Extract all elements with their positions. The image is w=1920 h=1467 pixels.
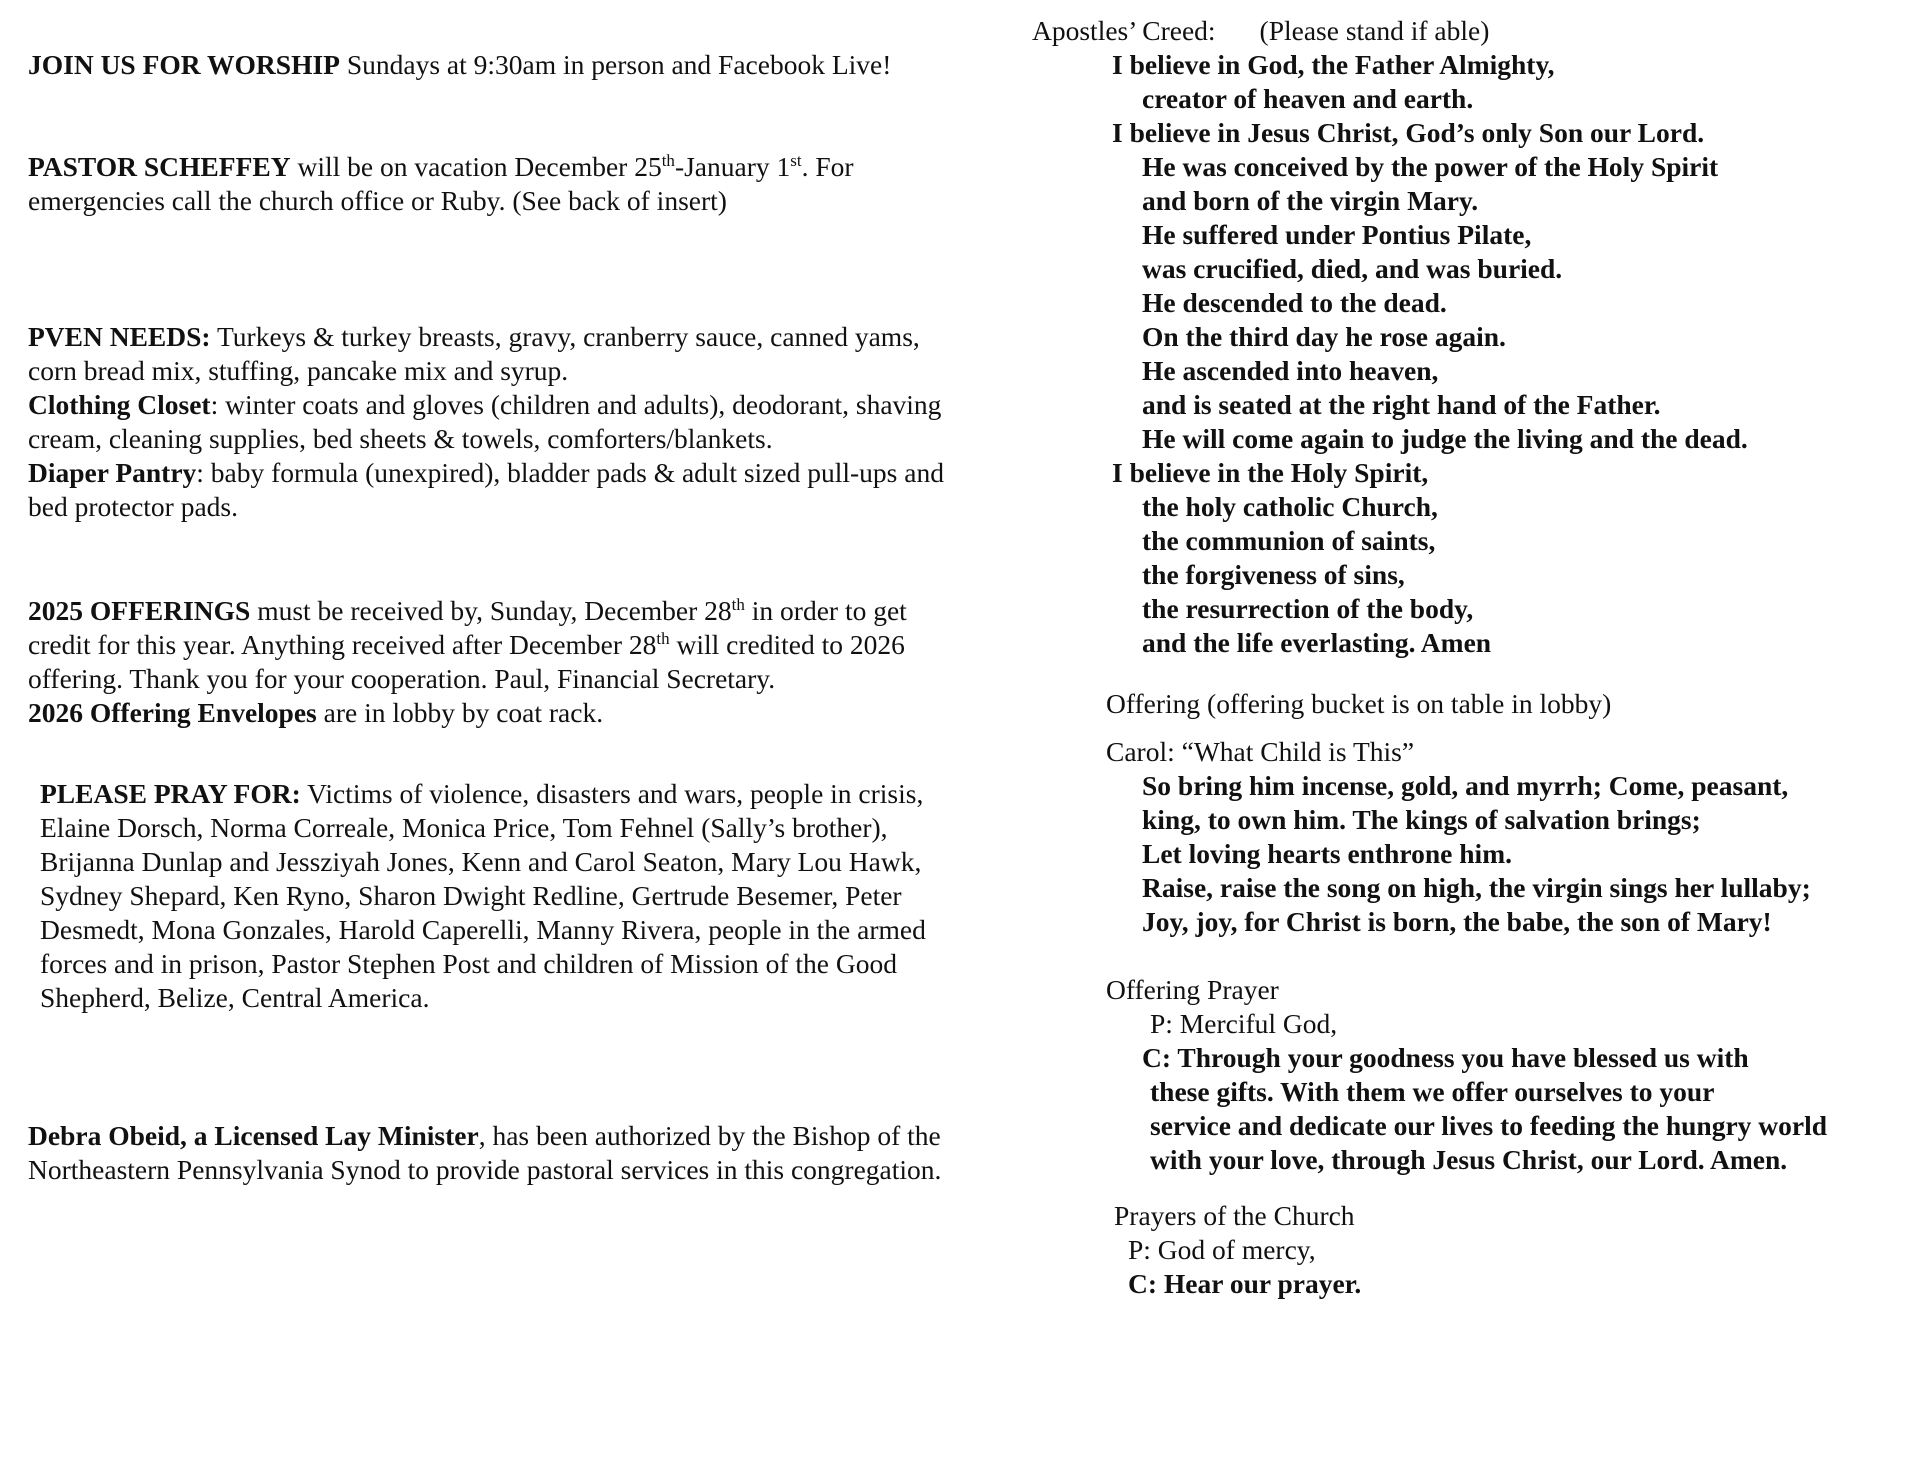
announcement-prayer-list xyxy=(40,777,948,1015)
pven-heading: PVEN NEEDS: xyxy=(28,321,211,352)
pven-text: Turkeys & turkey breasts, gravy, cranberry sauce, canned yams, corn bread mix, stuffing, pancake mix and syrup. xyxy=(28,321,920,386)
worship-text: Sundays at 9:30am in person and Facebook Live! xyxy=(339,49,892,80)
church-prayers-congregation: C: Hear our prayer. xyxy=(1128,1268,1362,1299)
liturgy-column xyxy=(1032,14,1912,1301)
creed-line: I believe in the Holy Spirit, xyxy=(1112,457,1429,488)
creed-note: (Please stand if able) xyxy=(1259,15,1490,46)
creed-line: and the life everlasting. Amen xyxy=(1142,627,1492,658)
announcement-lay-minister xyxy=(28,1119,948,1187)
creed-title: Apostles’ Creed: xyxy=(1032,15,1216,46)
creed-line: He suffered under Pontius Pilate, xyxy=(1142,219,1532,250)
carol-title: Carol: “What Child is This” xyxy=(1106,736,1415,767)
envelopes-heading: 2026 Offering Envelopes xyxy=(28,697,317,728)
creed-line: I believe in God, the Father Almighty, xyxy=(1112,49,1555,80)
pastor-sup-1: th xyxy=(661,150,675,170)
creed-line: and born of the virgin Mary. xyxy=(1142,185,1479,216)
creed-line: He will come again to judge the living and the dead. xyxy=(1142,423,1748,454)
clothing-heading: Clothing Closet xyxy=(28,389,211,420)
offering-prayer-pastor: P: Merciful God, xyxy=(1150,1008,1338,1039)
carol-lyrics xyxy=(1032,769,1912,939)
carol-line: So bring him incense, gold, and myrrh; Come, peasant, xyxy=(1142,770,1789,801)
pastor-sup-2: st xyxy=(790,150,802,170)
announcement-worship xyxy=(28,48,948,82)
minister-text: , has been authorized by the Bishop of the Northeastern Pennsylvania Synod to provide pastoral services in this congregation. xyxy=(28,1120,942,1185)
creed-line: He was conceived by the power of the Holy Spirit xyxy=(1142,151,1719,182)
diaper-text: : baby formula (unexpired), bladder pads & adult sized pull-ups and bed protector pads. xyxy=(28,457,944,522)
announcement-pastor-vacation xyxy=(28,150,948,218)
creed-line: the resurrection of the body, xyxy=(1142,593,1474,624)
offerings-heading: 2025 OFFERINGS xyxy=(28,595,251,626)
announcement-donation-needs xyxy=(28,320,948,524)
diaper-heading: Diaper Pantry xyxy=(28,457,197,488)
pastor-text-2: -January 1 xyxy=(674,151,791,182)
offering-envelopes xyxy=(28,696,948,730)
clothing-text: : winter coats and gloves (children and adults), deodorant, shaving cream, cleaning supplies, bed sheets & towels, comforters/blankets. xyxy=(28,389,942,454)
creed-line: the forgiveness of sins, xyxy=(1142,559,1405,590)
worship-heading: JOIN US FOR WORSHIP xyxy=(28,49,340,80)
offering-prayer-title: Offering Prayer xyxy=(1106,974,1279,1005)
pven-needs xyxy=(28,320,948,388)
offerings-2025 xyxy=(28,594,948,696)
creed-line: He descended to the dead. xyxy=(1142,287,1447,318)
creed-line: I believe in Jesus Christ, God’s only Son our Lord. xyxy=(1112,117,1705,148)
creed-line: the holy catholic Church, xyxy=(1142,491,1438,522)
envelopes-text: are in lobby by coat rack. xyxy=(316,697,604,728)
pastor-text-3: . For emergencies call the church office or Ruby. (See back of insert) xyxy=(28,151,854,216)
carol-line: Let loving hearts enthrone him. xyxy=(1142,838,1512,869)
offering-prayer-line: C: Through your goodness you have blessed us with xyxy=(1142,1042,1749,1073)
offering-prayer-line: with your love, through Jesus Christ, our Lord. Amen. xyxy=(1150,1144,1788,1175)
offerings-sup-2: th xyxy=(656,628,670,648)
creed-line: creator of heaven and earth. xyxy=(1142,83,1474,114)
pastor-text-1: will be on vacation December 25 xyxy=(290,151,662,182)
clothing-closet xyxy=(28,388,948,456)
offering-prayer-line: these gifts. With them we offer ourselves to your xyxy=(1150,1076,1715,1107)
offerings-sup-1: th xyxy=(731,594,745,614)
creed-line: He ascended into heaven, xyxy=(1142,355,1439,386)
announcements-column xyxy=(28,48,948,1187)
offering-line: Offering (offering bucket is on table in lobby) xyxy=(1106,688,1612,719)
minister-heading: Debra Obeid, a Licensed Lay Minister xyxy=(28,1120,479,1151)
creed-line: and is seated at the right hand of the Father. xyxy=(1142,389,1661,420)
offerings-text-2: in order to get credit for this year. Anything received after December 28 xyxy=(28,595,907,660)
prayers-text: Victims of violence, disasters and wars, people in crisis, Elaine Dorsch, Norma Correale, Monica Price, Tom Fehnel (Sally’s brother), Brijanna Dunlap and Jessziyah Jones, Kenn and Carol Seaton, Mary Lou Hawk, Sydney Shepard, Ken Ryno, Sharon Dwight Redline, Gertrude Besemer, Peter Desmedt, Mona Gonzales, Harold Caperelli, Manny Rivera, people in the armed forces and in prison, Pastor Stephen Post and children of Mission of the Good Shepherd, Belize, Central America. xyxy=(40,778,926,1013)
carol-line: Joy, joy, for Christ is born, the babe, the son of Mary! xyxy=(1142,906,1772,937)
carol-line: Raise, raise the song on high, the virgin sings her lullaby; xyxy=(1142,872,1811,903)
offering-prayer-line: service and dedicate our lives to feeding the hungry world xyxy=(1150,1110,1828,1141)
creed-text xyxy=(1032,48,1912,660)
announcement-offerings xyxy=(28,594,948,730)
carol-line: king, to own him. The kings of salvation brings; xyxy=(1142,804,1701,835)
creed-line: was crucified, died, and was buried. xyxy=(1142,253,1563,284)
creed-line: On the third day he rose again. xyxy=(1142,321,1506,352)
offering-prayer-congregation xyxy=(1032,1041,1912,1177)
pastor-heading: PASTOR SCHEFFEY xyxy=(28,151,291,182)
diaper-pantry xyxy=(28,456,948,524)
creed-line: the communion of saints, xyxy=(1142,525,1436,556)
church-prayers-title: Prayers of the Church xyxy=(1114,1200,1355,1231)
church-prayers-pastor: P: God of mercy, xyxy=(1128,1234,1316,1265)
prayers-heading: PLEASE PRAY FOR: xyxy=(40,778,301,809)
offerings-text-1: must be received by, Sunday, December 28 xyxy=(250,595,732,626)
creed-heading xyxy=(1032,14,1912,48)
offerings-text-3: will credited to 2026 offering. Thank you for your cooperation. Paul, Financial Secretary. xyxy=(28,629,905,694)
